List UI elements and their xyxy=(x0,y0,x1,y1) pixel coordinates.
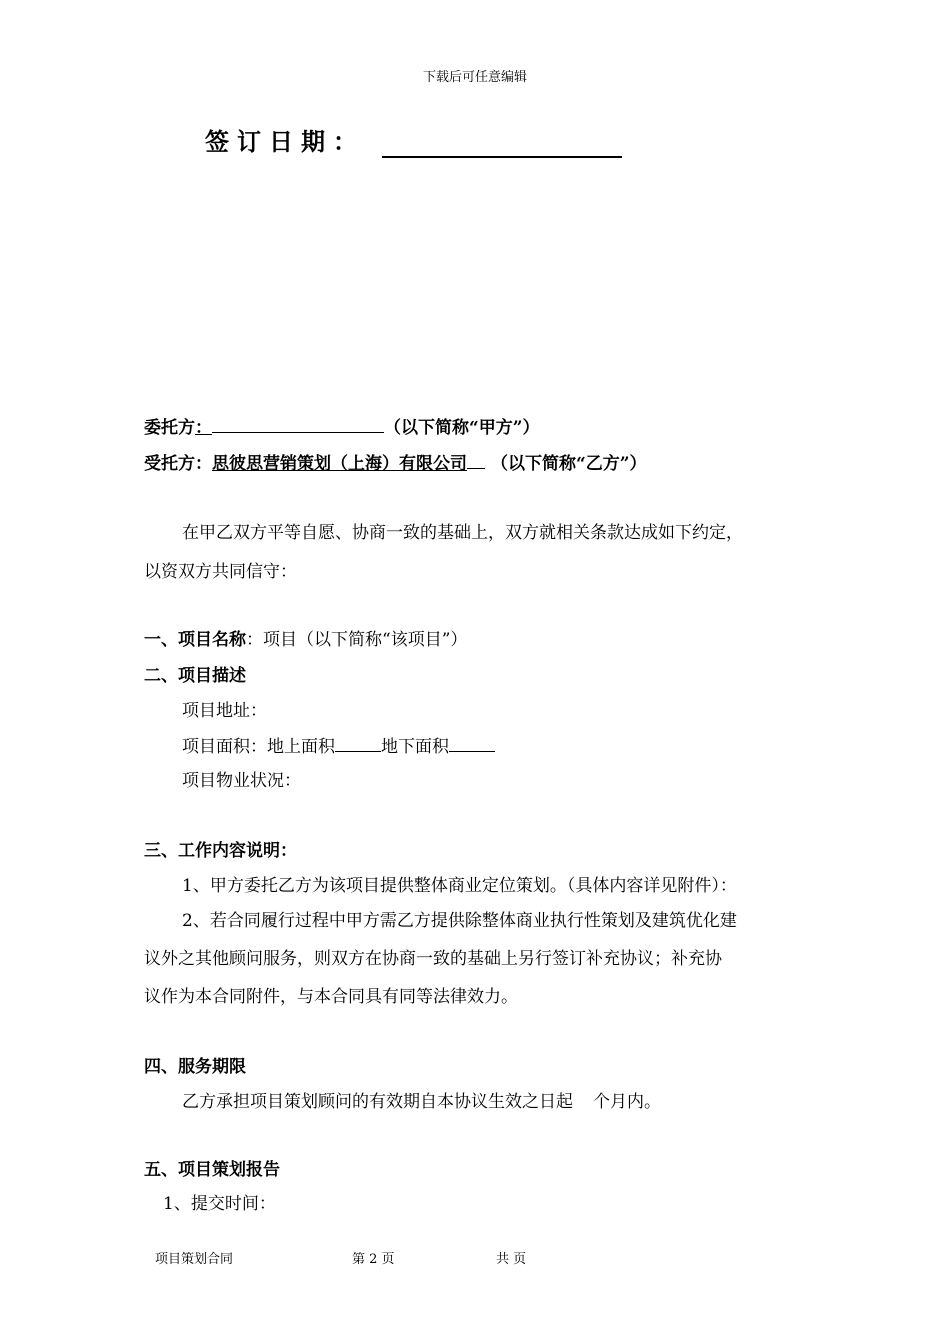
client-line xyxy=(144,416,540,439)
project-area-line xyxy=(182,735,495,758)
client-colon: ： xyxy=(195,418,212,438)
section3-item2-line1: 2、若合同履行过程中甲方需乙方提供除整体商业执行性策划及建筑优化建 xyxy=(182,911,737,931)
project-area-label: 项目面积：地上面积 xyxy=(182,737,335,757)
section3-item2-line2: 议外之其他顾问服务，则双方在协商一致的基础上另行签订补充协议；补充协 xyxy=(144,949,722,969)
section3-item2-line3: 议作为本合同附件，与本合同具有同等法律效力。 xyxy=(144,987,518,1007)
project-status-label: 项目物业状况： xyxy=(182,771,301,791)
above-ground-area-blank xyxy=(335,735,381,752)
section5-item1: 1、提交时间： xyxy=(163,1194,276,1214)
footer-total-pages: 共 页 xyxy=(496,1252,527,1267)
client-name-blank xyxy=(212,416,384,433)
client-suffix: （以下简称“甲方”） xyxy=(384,418,540,438)
intro-line-2: 以资双方共同信守： xyxy=(144,562,297,582)
agent-suffix: （以下简称“乙方”） xyxy=(491,454,647,474)
section1 xyxy=(144,629,467,651)
section3-title: 三、工作内容说明： xyxy=(144,841,297,861)
underground-area-blank xyxy=(449,735,495,752)
section5-title: 五、项目策划报告 xyxy=(144,1160,280,1180)
agent-name: 思彼思营销策划（上海）有限公司 xyxy=(212,454,467,474)
section3-item1: 1、甲方委托乙方为该项目提供整体商业定位策划。（具体内容详见附件）： xyxy=(182,876,737,896)
signing-date-label: 签订日期： xyxy=(205,127,365,156)
signing-date-blank xyxy=(382,156,622,158)
section1-text: 项目（以下简称“该项目”） xyxy=(263,630,468,650)
section1-colon: ： xyxy=(246,630,263,650)
section4-title: 四、服务期限 xyxy=(144,1057,246,1077)
footer-doc-name: 项目策划合同 xyxy=(155,1252,234,1267)
section4-text xyxy=(182,1091,661,1113)
footer-page-number: 第 2 页 xyxy=(352,1252,395,1267)
intro-line-1: 在甲乙双方平等自愿、协商一致的基础上，双方就相关条款达成如下约定， xyxy=(182,523,743,543)
section1-title: 一、项目名称 xyxy=(144,630,246,650)
agent-label: 受托方： xyxy=(144,454,212,474)
service-term-after: 个月内。 xyxy=(593,1092,661,1112)
client-label: 委托方 xyxy=(144,418,195,438)
project-address-label: 项目地址： xyxy=(182,701,267,721)
header-note: 下载后可任意编辑 xyxy=(422,70,527,85)
agent-line xyxy=(144,452,647,475)
agent-name-trailing-blank xyxy=(467,452,485,469)
underground-area-label: 地下面积 xyxy=(381,737,449,757)
section2-title: 二、项目描述 xyxy=(144,666,246,686)
service-term-before: 乙方承担项目策划顾问的有效期自本协议生效之日起 xyxy=(182,1092,573,1112)
